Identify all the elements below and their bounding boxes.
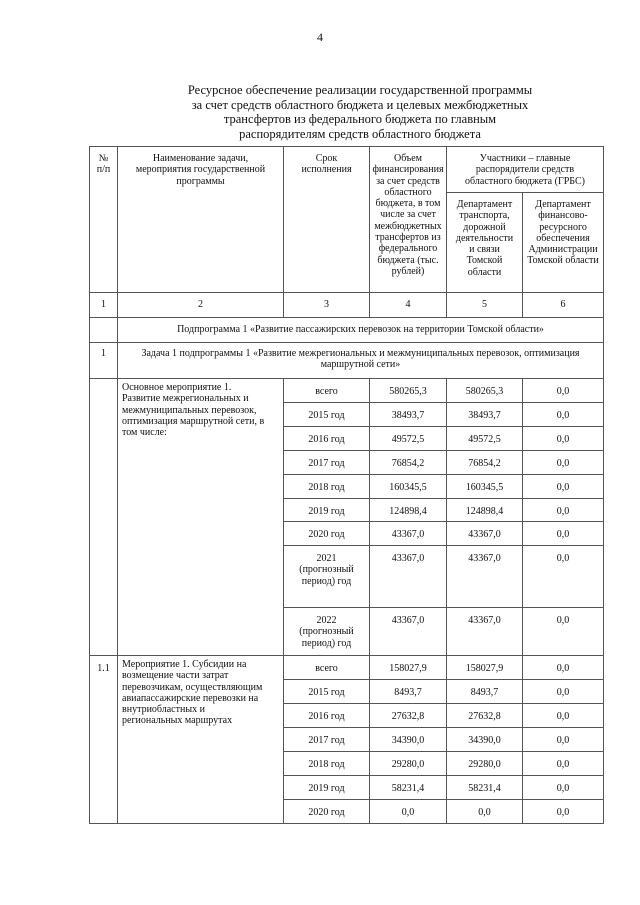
header-participants: Участники – главные распорядители средств областного бюджета (ГРБС) — [447, 147, 604, 193]
header-num: № п/п — [90, 147, 118, 293]
period-cell: 2019 год — [284, 499, 370, 522]
title-line: распорядителям средств областного бюджета — [239, 126, 481, 141]
dept-finance-cell: 0,0 — [523, 475, 604, 499]
period-cell: 2019 год — [284, 776, 370, 800]
task-row — [90, 343, 604, 379]
total-cell: 158027,9 — [370, 656, 447, 680]
dept-finance-cell: 0,0 — [523, 379, 604, 403]
total-cell: 29280,0 — [370, 752, 447, 776]
period-cell: 2021 (прогнозный период) год — [284, 546, 370, 608]
period-cell: 2020 год — [284, 522, 370, 546]
dept-transport-cell: 8493,7 — [447, 680, 523, 704]
subprogram-row — [90, 318, 604, 343]
period-cell: 2017 год — [284, 451, 370, 475]
period-cell: 2018 год — [284, 475, 370, 499]
total-cell: 8493,7 — [370, 680, 447, 704]
dept-transport-cell: 43367,0 — [447, 546, 523, 608]
dept-transport-cell: 49572,5 — [447, 427, 523, 451]
column-number: 3 — [284, 293, 370, 318]
total-cell: 38493,7 — [370, 403, 447, 427]
dept-transport-cell: 43367,0 — [447, 522, 523, 546]
period-cell: 2022 (прогнозный период) год — [284, 608, 370, 656]
table-row — [90, 656, 604, 680]
column-number: 2 — [118, 293, 284, 318]
item-number — [90, 379, 118, 656]
dept-transport-cell: 124898,4 — [447, 499, 523, 522]
total-cell: 49572,5 — [370, 427, 447, 451]
item-name: Основное мероприятие 1. Развитие межрегиональных и межмуниципальных перевозок, оптимизация маршрутной сети, в том числе: — [118, 379, 284, 656]
period-cell: 2016 год — [284, 704, 370, 728]
total-cell: 43367,0 — [370, 608, 447, 656]
header-name: Наименование задачи, мероприятия государственной программы — [118, 147, 284, 293]
dept-finance-cell: 0,0 — [523, 427, 604, 451]
period-cell: 2018 год — [284, 752, 370, 776]
dept-transport-cell: 29280,0 — [447, 752, 523, 776]
dept-transport-cell: 76854,2 — [447, 451, 523, 475]
dept-finance-cell: 0,0 — [523, 704, 604, 728]
dept-finance-cell: 0,0 — [523, 499, 604, 522]
column-numbers-row — [90, 293, 604, 318]
dept-finance-cell: 0,0 — [523, 800, 604, 824]
total-cell: 580265,3 — [370, 379, 447, 403]
column-number: 1 — [90, 293, 118, 318]
subprogram-num — [90, 318, 118, 343]
header-volume: Объем финансирования за счет средств областного бюджета, в том числе за счет межбюджетных трансфертов из федерального бюджета (тыс. рублей) — [370, 147, 447, 293]
dept-finance-cell: 0,0 — [523, 680, 604, 704]
dept-finance-cell: 0,0 — [523, 451, 604, 475]
total-cell: 160345,5 — [370, 475, 447, 499]
dept-finance-cell: 0,0 — [523, 656, 604, 680]
subprogram-title: Подпрограмма 1 «Развитие пассажирских перевозок на территории Томской области» — [118, 318, 604, 343]
total-cell: 58231,4 — [370, 776, 447, 800]
total-cell: 124898,4 — [370, 499, 447, 522]
dept-transport-cell: 0,0 — [447, 800, 523, 824]
item-name: Мероприятие 1. Субсидии на возмещение части затрат перевозчикам, осуществляющим авиапассажирские перевозки на внутриобластных и региональных маршрутах — [118, 656, 284, 824]
dept-transport-cell: 160345,5 — [447, 475, 523, 499]
period-cell: 2015 год — [284, 680, 370, 704]
column-number: 4 — [370, 293, 447, 318]
total-cell: 0,0 — [370, 800, 447, 824]
dept-finance-cell: 0,0 — [523, 546, 604, 608]
column-number: 5 — [447, 293, 523, 318]
period-cell: всего — [284, 656, 370, 680]
dept-finance-cell: 0,0 — [523, 403, 604, 427]
total-cell: 76854,2 — [370, 451, 447, 475]
total-cell: 27632,8 — [370, 704, 447, 728]
dept-transport-cell: 34390,0 — [447, 728, 523, 752]
task-num: 1 — [90, 343, 118, 379]
table-row — [90, 379, 604, 403]
document-title — [150, 83, 570, 141]
title-line: за счет средств областного бюджета и целевых межбюджетных — [191, 97, 529, 112]
dept-transport-cell: 38493,7 — [447, 403, 523, 427]
page-number: 4 — [317, 30, 323, 44]
dept-transport-cell: 27632,8 — [447, 704, 523, 728]
period-cell: 2020 год — [284, 800, 370, 824]
period-cell: 2017 год — [284, 728, 370, 752]
dept-finance-cell: 0,0 — [523, 608, 604, 656]
total-cell: 43367,0 — [370, 546, 447, 608]
period-cell: 2016 год — [284, 427, 370, 451]
title-line: Ресурсное обеспечение реализации государственной программы — [187, 83, 533, 97]
column-number: 6 — [523, 293, 604, 318]
dept-finance-cell: 0,0 — [523, 728, 604, 752]
total-cell: 34390,0 — [370, 728, 447, 752]
dept-finance-cell: 0,0 — [523, 776, 604, 800]
dept-transport-cell: 158027,9 — [447, 656, 523, 680]
dept-transport-cell: 43367,0 — [447, 608, 523, 656]
item-number: 1.1 — [90, 656, 118, 824]
header-term: Срок исполнения — [284, 147, 370, 293]
period-cell: 2015 год — [284, 403, 370, 427]
header-dept-finance: Департамент финансово- ресурсного обеспечения Администрации Томской области — [523, 193, 604, 293]
dept-transport-cell: 58231,4 — [447, 776, 523, 800]
dept-finance-cell: 0,0 — [523, 752, 604, 776]
resource-table — [89, 146, 604, 824]
dept-transport-cell: 580265,3 — [447, 379, 523, 403]
dept-finance-cell: 0,0 — [523, 522, 604, 546]
period-cell: всего — [284, 379, 370, 403]
title-line: трансфертов из федерального бюджета по главным — [223, 112, 497, 126]
total-cell: 43367,0 — [370, 522, 447, 546]
task-title: Задача 1 подпрограммы 1 «Развитие межрегиональных и межмуниципальных перевозок, оптимизация маршрутной сети» — [118, 343, 604, 379]
header-dept-transport: Департамент транспорта, дорожной деятельности и связи Томской области — [447, 193, 523, 293]
